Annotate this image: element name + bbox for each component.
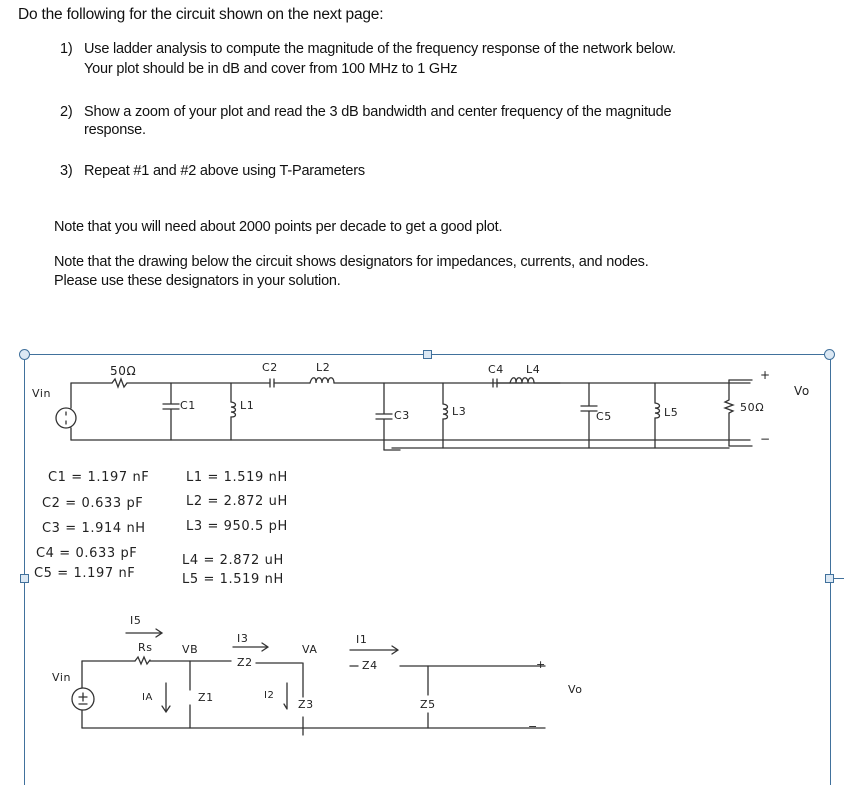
l2-inductor-icon: [310, 378, 334, 383]
i1-arrow-icon: [350, 646, 398, 654]
value-c1: C1 = 1.197 nF: [48, 470, 150, 485]
designator-vb: VB: [182, 643, 199, 656]
designator-i3: I3: [237, 632, 249, 645]
label-c3: C3: [394, 409, 410, 422]
value-c3: C3 = 1.914 nH: [42, 521, 146, 536]
label-c4: C4: [488, 363, 504, 376]
note-designators-1: Note that the drawing below the circuit shows designators for impedances, currents, and nodes.: [54, 254, 649, 270]
note-points-per-decade: Note that you will need about 2000 points per decade to get a good plot.: [54, 219, 503, 235]
label-l5: L5: [664, 406, 679, 419]
designator-vin: Vin: [52, 671, 72, 684]
label-c2: C2: [262, 361, 278, 374]
label-source-resistor: 50Ω: [110, 364, 137, 378]
i2-arrow-icon: [284, 683, 287, 709]
label-l2: L2: [316, 361, 331, 374]
l4-inductor-icon: [510, 378, 534, 383]
value-l2: L2 = 2.872 uH: [186, 494, 288, 509]
designator-z1: Z1: [198, 691, 214, 704]
label-l4: L4: [526, 363, 541, 376]
task-3-number: 3): [60, 163, 73, 179]
value-l3: L3 = 950.5 pH: [186, 519, 288, 534]
task-1-line-1: Use ladder analysis to compute the magnitude of the frequency response of the network below.: [84, 41, 676, 57]
task-2-line-1: Show a zoom of your plot and read the 3 dB bandwidth and center frequency of the magnitude: [84, 104, 672, 120]
voltage-source-icon: [56, 383, 76, 440]
label-l3: L3: [452, 405, 467, 418]
designator-z5: Z5: [420, 698, 436, 711]
designator-plus: +: [536, 658, 546, 671]
rs-resistor-icon: [135, 657, 150, 664]
instructions-heading: Do the following for the circuit shown on the next page:: [18, 6, 384, 23]
value-l5: L5 = 1.519 nH: [182, 572, 284, 587]
ia-arrow-icon: [162, 683, 170, 712]
label-c1: C1: [180, 399, 196, 412]
value-l1: L1 = 1.519 nH: [186, 470, 288, 485]
designator-i1: I1: [356, 633, 368, 646]
label-c5: C5: [596, 410, 612, 423]
value-l4: L4 = 2.872 uH: [182, 553, 284, 568]
label-plus: +: [760, 368, 771, 382]
label-vin: Vin: [32, 387, 52, 400]
task-3-line-1: Repeat #1 and #2 above using T-Parameters: [84, 163, 365, 179]
source-resistor-icon: [112, 379, 127, 387]
task-1-line-2: Your plot should be in dB and cover from 100 MHz to 1 GHz: [84, 61, 458, 77]
i5-arrow-icon: [126, 629, 162, 637]
designator-minus: −: [528, 720, 538, 733]
designator-rs: Rs: [138, 641, 153, 654]
designator-z2: Z2: [237, 656, 253, 669]
designator-z3: Z3: [298, 698, 314, 711]
designator-va: VA: [302, 643, 318, 656]
value-c5: C5 = 1.197 nF: [34, 566, 136, 581]
label-load-resistor: 50Ω: [740, 401, 765, 414]
designator-vo: Vo: [568, 683, 583, 696]
label-vo: Vo: [794, 384, 810, 398]
designator-i5: I5: [130, 614, 142, 627]
designator-i2: I2: [264, 690, 275, 701]
designator-z4: Z4: [362, 659, 378, 672]
task-1-number: 1): [60, 41, 73, 57]
task-2-number: 2): [60, 104, 73, 120]
designator-ia: IA: [142, 692, 153, 703]
label-l1: L1: [240, 399, 255, 412]
note-designators-2: Please use these designators in your solution.: [54, 273, 341, 289]
label-minus: −: [760, 432, 771, 446]
value-c4: C4 = 0.633 pF: [36, 546, 138, 561]
task-2-line-2: response.: [84, 122, 146, 138]
value-c2: C2 = 0.633 pF: [42, 496, 144, 511]
